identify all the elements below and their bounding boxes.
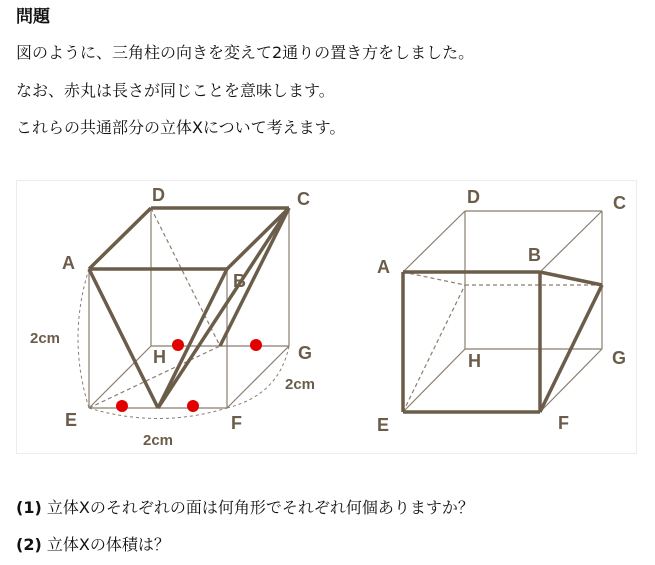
right-vertex-e: E [377, 415, 390, 435]
left-vertex-a: A [62, 253, 75, 273]
dimension-height: 2cm [30, 330, 61, 347]
left-cube [30, 185, 315, 449]
right-prism-edges [403, 272, 602, 412]
question-2-number: (2) [16, 535, 42, 554]
red-marker [187, 400, 199, 412]
question-1-number: (1) [16, 498, 42, 517]
left-vertex-b: B [233, 271, 246, 291]
right-vertex-f: F [558, 413, 569, 433]
problem-text-line-2: なお、赤丸は長さが同じことを意味します。 [16, 81, 335, 100]
left-vertex-d: D [152, 185, 165, 205]
left-vertex-h: H [153, 347, 166, 367]
left-vertex-e: E [65, 410, 78, 430]
dimension-width: 2cm [143, 432, 174, 449]
right-vertex-d: D [467, 187, 480, 207]
question-1-text: 立体Xのそれぞれの面は何角形でそれぞれ何個ありますか？ [46, 498, 474, 517]
left-vertex-c: C [297, 189, 310, 209]
right-cube-hidden-edges [403, 272, 602, 412]
question-2 [16, 534, 170, 556]
red-marker [250, 339, 262, 351]
right-vertex-c: C [613, 193, 626, 213]
right-vertex-b: B [528, 245, 541, 265]
problem-text-line-3: これらの共通部分の立体Xについて考えます。 [16, 118, 346, 137]
left-vertex-f: F [231, 413, 242, 433]
problem-text-line-1: 図のように、三角柱の向きを変えて2通りの置き方をしました。 [16, 43, 475, 62]
question-2-text: 立体Xの体積は？ [46, 535, 170, 554]
cube-diagrams [17, 181, 636, 453]
right-vertex-a: A [377, 257, 390, 277]
right-cube-thin-edges [403, 211, 602, 412]
red-marker [116, 400, 128, 412]
left-vertex-g: G [298, 343, 313, 363]
problem-heading: 問題 [16, 7, 50, 27]
equal-length-markers [116, 339, 262, 412]
question-1 [16, 497, 474, 519]
red-marker [172, 339, 184, 351]
right-vertex-g: G [612, 348, 627, 368]
right-cube [377, 187, 626, 435]
problem-figure [16, 180, 637, 454]
dimension-depth: 2cm [285, 376, 316, 393]
right-vertex-h: H [468, 351, 481, 371]
